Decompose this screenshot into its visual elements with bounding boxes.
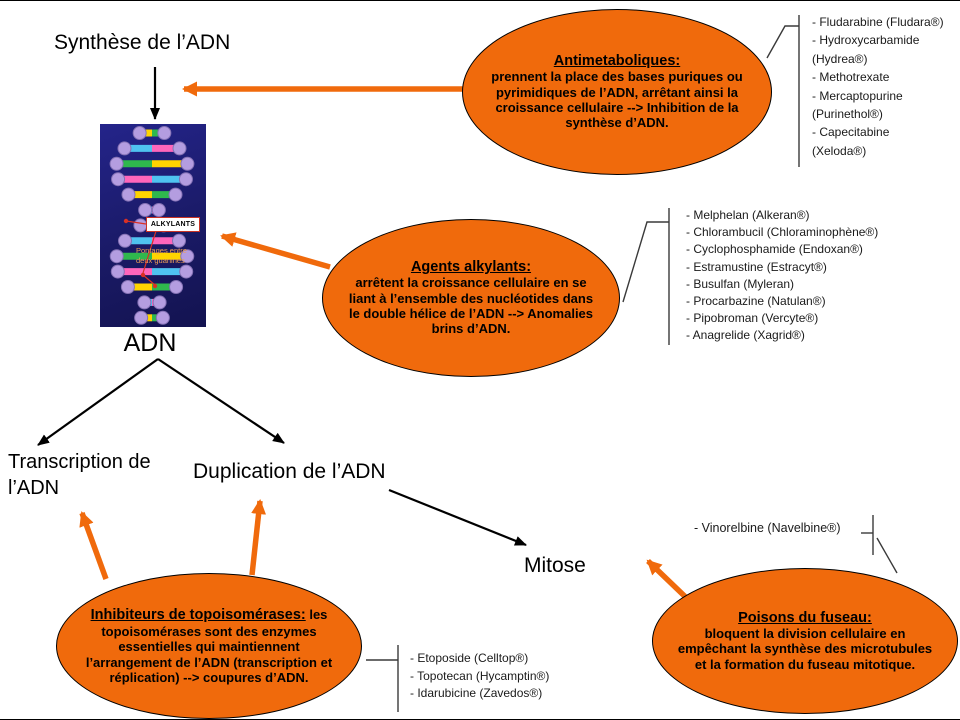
label-synthese-adn: Synthèse de l’ADN (54, 31, 231, 54)
drug-list-item: - Anagrelide (Xagrid®) (686, 328, 805, 343)
arrow-adn-to-duplication (158, 359, 284, 443)
bubble-antimetaboliques (462, 9, 772, 175)
drug-list-antimetaboliques (812, 13, 944, 160)
label-adn: ADN (123, 329, 177, 357)
bubble-antimetaboliques-body: prennent la place des bases puriques ou pyrimidiques de l’ADN, arrêtant ainsi la croissance cellulaire --> Inhibition de la synthèse d’ADN. (491, 69, 743, 131)
bracket-alkylants (623, 222, 669, 302)
bubble-alkylants-body: arrêtent la croissance cellulaire en se liant à l’ensemble des nucléotides dans le double hélice de l’ADN --> Anomalies brins d’ADN. (348, 275, 594, 337)
label-transcription-adn: Transcription de l’ADN (8, 451, 151, 499)
arrow-topo-to-duplication (252, 501, 260, 575)
drug-list-item: - Procarbazine (Natulan®) (686, 294, 826, 309)
label-mitose: Mitose (524, 554, 586, 577)
drug-list-item: - Estramustine (Estracyt®) (686, 259, 827, 274)
drug-list-item: - Hydroxycarbamide (Hydrea®) (812, 33, 920, 66)
drug-list-item: - Methotrexate (812, 70, 890, 85)
dna-image (100, 124, 206, 327)
arrow-duplication-to-mitose (389, 490, 526, 545)
bubble-fuseau (652, 568, 958, 714)
drug-list-item: - Etoposide (Celltop®) (410, 651, 529, 665)
drug-list-item: - Vinorelbine (Navelbine®) (694, 521, 841, 535)
bubble-alkylants-title: Agents alkylants: (410, 259, 532, 276)
bubble-antimetaboliques-title: Antimetaboliques: (553, 53, 681, 70)
drug-list-topoisomerases (410, 650, 630, 703)
dna-caption: Pontages entre deux guanines (136, 246, 187, 265)
drug-list-item: - Fludarabine (Fludara®) (812, 15, 944, 29)
arrow-topo-to-transcription (82, 513, 106, 579)
bubble-topoisomerases-title: Inhibiteurs de topoisomérases: (90, 606, 306, 623)
drug-list-item: - Idarubicine (Zavedos®) (410, 686, 543, 700)
drug-list-item: - Topotecan (Hycamptin®) (410, 668, 550, 683)
arrow-alkylants (222, 236, 330, 267)
drug-list-alkylants (686, 207, 928, 345)
bracket-fuseau-diag (877, 538, 897, 573)
bracket-antimetaboliques (767, 26, 799, 58)
drug-list-item: - Cyclophosphamide (Endoxan®) (686, 242, 863, 257)
alkylants-tag: ALKYLANTS (146, 217, 200, 232)
bubble-topoisomerases (56, 573, 362, 719)
arrow-adn-to-transcription (38, 359, 158, 445)
bubble-alkylants (322, 219, 620, 377)
label-duplication-adn: Duplication de l’ADN (193, 460, 386, 483)
drug-list-item: - Chlorambucil (Chloraminophène®) (686, 225, 879, 240)
bubble-topoisomerases-text (79, 607, 339, 685)
bubble-fuseau-body: bloquent la division cellulaire en empêchant la synthèse des microtubules et la formation du fuseau mitotique. (677, 626, 933, 672)
drug-list-item: - Busulfan (Myleran) (686, 276, 795, 291)
bubble-topoisomerases-body: les topoisomérases sont des enzymes essentielles qui maintiennent l’arrangement de l’ADN (transcription et réplication) --> coupures d’ADN. (85, 606, 333, 685)
bubble-fuseau-title: Poisons du fuseau: (738, 610, 872, 626)
drug-list-item: - Melphelan (Alkeran®) (686, 208, 810, 222)
drug-list-fuseau (694, 521, 924, 535)
drug-list-item: - Mercaptopurine (Purinethol®) (812, 88, 903, 122)
drug-list-item: - Capecitabine (Xeloda®) (812, 125, 890, 158)
drug-list-item: - Pipobroman (Vercyte®) (686, 311, 819, 326)
